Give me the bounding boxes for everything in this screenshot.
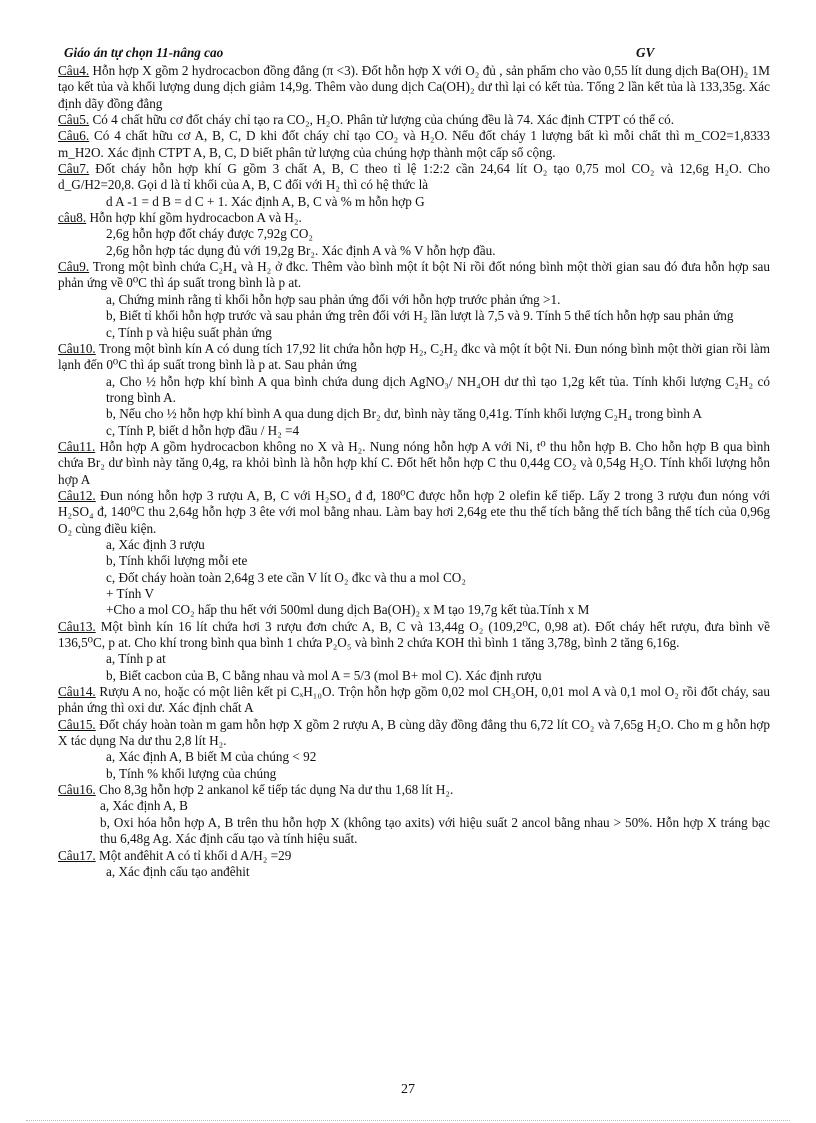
question-paragraph bbox=[58, 717, 770, 750]
exercise-list bbox=[58, 63, 770, 880]
sub-question: a, Chứng minh rằng tỉ khối hỗn hợp sau phản ứng đối với hỗn hợp trước phản ứng >1. bbox=[106, 291, 561, 307]
sub-question: +Cho a mol CO₂ hấp thu hết với 500ml dung dịch Ba(OH)₂ x M tạo 19,7g kết tủa.Tính x M bbox=[106, 602, 590, 618]
question-number: câu8. bbox=[58, 210, 87, 226]
question-text: Một bình kín 16 lít chứa hơi 3 rượu đơn chức A, B, C và 13,44g O₂ (109,2⁰C, 0,98 at). Đốt cháy hết rượu, đưa bình về 136,5⁰C, p at. Cho khí trong bình qua bình 1 chứa P₂O₅ và bình 2 chứa KOH thì bình 1 tăng 3,78g, bình 2 tăng 6,16g. bbox=[58, 618, 770, 651]
question-number: Câu17. bbox=[58, 847, 96, 863]
question-text: Trong một bình chứa C₂H₄ và H₂ ở đkc. Thêm vào bình một ít bột Ni rồi đốt nóng bình một thời gian sau đó đưa hỗn hợp sau phản ứng về 0⁰C thì áp suất trong bình là p at. bbox=[58, 259, 770, 291]
question-number: Câu10. bbox=[58, 340, 96, 356]
sub-question: b, Tính % khối lượng của chúng bbox=[106, 765, 277, 781]
question-number: Câu12. bbox=[58, 487, 96, 503]
question-paragraph bbox=[58, 63, 770, 112]
question-text: Một anđêhit A có tỉ khối d A/H₂ =29 bbox=[95, 847, 292, 863]
sub-question: b, Tính khối lượng mỗi ete bbox=[106, 553, 248, 569]
question-paragraph bbox=[58, 488, 770, 537]
question-paragraph bbox=[58, 439, 770, 488]
sub-question: b, Nếu cho ½ hỗn hợp khí bình A qua dung dịch Br₂ dư, bình này tăng 0,41g. Tính khối lượng C₂H₄ trong bình A bbox=[106, 406, 703, 422]
header-title: Giáo án tự chọn 11-nâng cao bbox=[64, 45, 224, 60]
sub-question: c, Đốt cháy hoàn toàn 2,64g 3 ete cần V lít O₂ đkc và thu a mol CO₂ bbox=[106, 569, 466, 585]
question-paragraph bbox=[58, 128, 770, 161]
page-header bbox=[64, 45, 764, 61]
sub-question: a, Xác định cấu tạo anđêhit bbox=[106, 863, 250, 879]
sub-question: c, Tính p và hiệu suất phản ứng bbox=[106, 324, 272, 340]
question-number: Câu6. bbox=[58, 128, 90, 144]
question-number: Câu5. bbox=[58, 112, 90, 128]
sub-question: d A -1 = d B = d C + 1. Xác định A, B, C và % m hỗn hợp G bbox=[106, 193, 425, 209]
question-text: Rượu A no, hoặc có một liên kết pi CₓH₁₀O. Trộn hỗn hợp gồm 0,02 mol CH₃OH, 0,01 mol A và 0,1 mol O₂ rồi đốt cháy, sau phản ứng thì oxi dư. Xác định chất A bbox=[58, 684, 770, 716]
question-paragraph bbox=[58, 782, 770, 798]
question-paragraph bbox=[58, 112, 770, 128]
sub-question: c, Tính P, biết d hỗn hợp đầu / H₂ =4 bbox=[106, 422, 300, 438]
sub-question: a, Xác định A, B bbox=[100, 798, 188, 814]
sub-question: b, Biết tỉ khối hỗn hợp trước và sau phản ứng trên đối với H₂ lần lượt là 7,5 và 9. Tính 5 thể tích hỗn hợp sau phản ứng bbox=[106, 308, 734, 324]
question-text: Hỗn hợp khí gồm hydrocacbon A và H₂. bbox=[86, 210, 302, 226]
question-text: Đốt cháy hoàn toàn m gam hỗn hợp X gồm 2 rượu A, B cùng dãy đồng đẳng thu 6,72 lít CO₂ và 7,65g H₂O. Cho m g hỗn hợp X tác dụng Na dư thu 2,8 lít H₂. bbox=[58, 716, 770, 749]
question-text: Hỗn hợp X gồm 2 hydrocacbon đồng đẳng (π <3). Đốt hỗn hợp X với O₂ đủ , sản phẩm cho vào 0,55 lít dung dịch Ba(OH)₂ 1M tạo kết tủa và khối lượng dung dịch giảm 14,9g. Thêm vào dung dịch Ca(OH)₂ dư thì lại có kết tủa. Tổng 2 lần kết tủa là 133,35g. Xác định dãy đồng đẳng bbox=[58, 63, 770, 111]
question-number: Câu16. bbox=[58, 782, 96, 798]
page-number: 27 bbox=[401, 1082, 415, 1097]
sub-question: a, Xác định A, B biết M của chúng < 92 bbox=[106, 749, 317, 765]
question-number: Câu7. bbox=[58, 161, 90, 177]
question-paragraph bbox=[58, 161, 770, 194]
sub-question: a, Tính p at bbox=[106, 651, 166, 667]
sub-question: + Tính V bbox=[106, 586, 154, 601]
question-text: Có 4 chất hữu cơ A, B, C, D khi đốt cháy chỉ tạo CO₂ và H₂O. Nếu đốt cháy 1 lượng bất kì mỗi chất thì m_CO2=1,8333 m_H2O. Xác định CTPT A, B, C, D biết phân tử lượng của chúng hợp thành một cấp số cộng. bbox=[58, 128, 770, 160]
question-paragraph bbox=[58, 848, 770, 864]
sub-question: a, Xác định 3 rượu bbox=[106, 536, 205, 552]
sub-question: a, Cho ½ hỗn hợp khí bình A qua bình chứa dung dịch AgNO₃/ NH₄OH dư thì tạo 1,2g kết tủa. Tính khối lượng C₂H₂ có trong bình A. bbox=[106, 373, 770, 405]
question-number: Câu15. bbox=[58, 716, 96, 732]
question-paragraph bbox=[58, 684, 770, 717]
footer-divider bbox=[26, 1120, 790, 1121]
question-number: Câu13. bbox=[58, 618, 96, 634]
question-text: Cho 8,3g hỗn hợp 2 ankanol kế tiếp tác dụng Na dư thu 1,68 lít H₂. bbox=[95, 782, 454, 798]
question-number: Câu14. bbox=[58, 684, 96, 700]
question-text: Đốt cháy hỗn hợp khí G gồm 3 chất A, B, C theo tỉ lệ 1:2:2 cần 24,64 lít O₂ tạo 0,75 mol CO₂ và 12,6g H₂O. Cho d_G/H2=20,8. Gọi d là tỉ khối của A, B, C đối với H₂ thì có hệ thức là bbox=[58, 161, 770, 193]
question-paragraph bbox=[58, 341, 770, 374]
question-text: Hỗn hợp A gồm hydrocacbon không no X và H₂. Nung nóng hỗn hợp A với Ni, t⁰ thu hỗn hợp B. Cho hỗn hợp B qua bình chứa Br₂ dư bình này tăng 0,4g, ra khỏi bình là hỗn hợp khí C. Đốt hết hỗn hợp C thu 0,44g CO₂ và 0,54g H₂O. Tính khối lượng hỗn hợp A bbox=[58, 438, 770, 487]
question-number: Câu9. bbox=[58, 259, 90, 275]
question-text: Đun nóng hỗn hợp 3 rượu A, B, C với H₂SO₄ đ đ, 180⁰C được hỗn hợp 2 olefin kế tiếp. Lấy 2 trong 3 rượu đun nóng với H₂SO₄ đ, 140⁰C thu 2,64g hỗn hợp 3 ête với mol bằng nhau. Làm bay hơi 2,64g ete thu thể tích bằng thể tích bằng thể tích của 0,96g O₂ cùng điều kiện. bbox=[58, 487, 770, 536]
header-author: GV bbox=[636, 45, 655, 60]
question-text: Có 4 chất hữu cơ đốt cháy chỉ tạo ra CO₂, H₂O. Phân tử lượng của chúng đều là 74. Xác định CTPT có thể có. bbox=[89, 112, 675, 128]
sub-question: b, Oxi hóa hỗn hợp A, B trên thu hỗn hợp X (không tạo axits) với hiệu suất 2 ancol bằng nhau > 50%. Hỗn hợp X tráng bạc thu 6,48g Ag. Xác định cấu tạo và tính hiệu suất. bbox=[100, 814, 770, 847]
sub-question: 2,6g hỗn hợp đốt cháy được 7,92g CO₂ bbox=[106, 226, 314, 242]
question-paragraph bbox=[58, 259, 770, 292]
question-paragraph bbox=[58, 210, 770, 226]
sub-question: 2,6g hỗn hợp tác dụng đủ với 19,2g Br₂. Xác định A và % V hỗn hợp đầu. bbox=[106, 242, 496, 258]
question-text: Trong một bình kín A có dung tích 17,92 lit chứa hỗn hợp H₂, C₂H₂ đkc và một ít bột Ni. Đun nóng bình một thời gian rồi làm lạnh đến 0⁰C thì áp suất trong bình là p at. Sau phản ứng bbox=[58, 340, 770, 373]
sub-question: b, Biết cacbon của B, C bằng nhau và mol A = 5/3 (mol B+ mol C). Xác định rượu bbox=[106, 667, 542, 683]
question-number: Câu4. bbox=[58, 63, 90, 78]
question-number: Câu11. bbox=[58, 438, 96, 454]
question-paragraph bbox=[58, 619, 770, 652]
